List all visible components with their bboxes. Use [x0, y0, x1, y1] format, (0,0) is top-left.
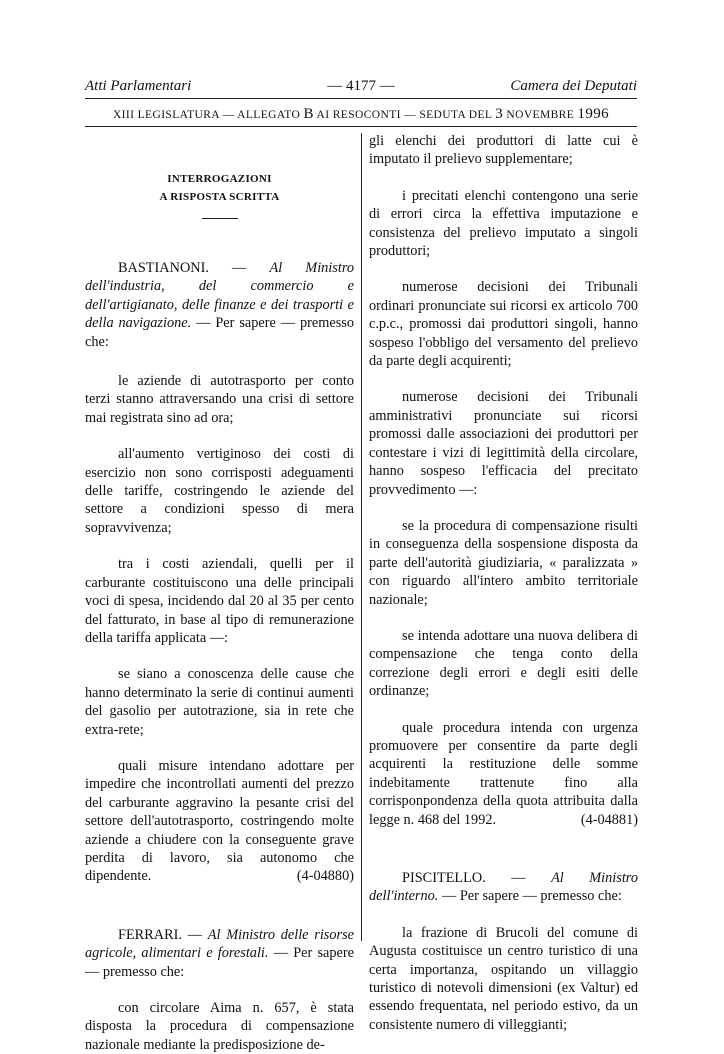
- paragraph: numerose decisioni dei Tribunali amministrativi pronunciate sui ricorsi promossi dalle associazioni dei produttori per contestare i vizi di legittimità della circolare, hanno sospeso l'efficacia del precitato provvedimento —:: [369, 389, 638, 498]
- dash: —: [181, 926, 208, 943]
- intro: — Per sapere — premesso che:: [85, 315, 355, 350]
- interrogator-name: FERRARI.: [118, 926, 182, 943]
- header-left: Atti Parlamentari: [85, 78, 192, 94]
- item-ferrari-title: [85, 926, 354, 981]
- reference-number: (4-04881): [580, 811, 638, 828]
- recipient: Al Ministro delle risorse agricole, alimentari e forestali.: [85, 926, 354, 962]
- paragraph: i precitati elenchi contengono una serie di errori circa la effettiva imputazione e consistenza del prelievo imputato a singoli produttori;: [369, 187, 638, 260]
- intro: — Per sapere — premesso che:: [438, 888, 622, 905]
- page-number: — 4177 —: [327, 78, 395, 94]
- paragraph: all'aumento vertiginoso dei costi di esercizio non sono corrisposti adeguamenti delle tariffe, costringendo le aziende del settore a condizioni spesso di mera sopravvivenza;: [85, 446, 354, 536]
- right-column: [369, 132, 638, 1034]
- reference-number: (4-04880): [296, 868, 354, 885]
- paragraph: se siano a conoscenza delle cause che hanno determinato la serie di continui aumenti del gasolio per autotrazione, sia in rete che extra-rete;: [85, 666, 354, 738]
- paragraph-with-ref: [369, 719, 638, 829]
- intro: — Per sapere — premesso che:: [85, 945, 354, 980]
- paragraph-text: quale procedura intenda con urgenza promuovere per consentire da parte degli acquirenti la restituzione delle somme indebitamente trattenute fino alla corrisponpondenza della quota attribuita dalla legge n. 468 del 1992.: [369, 719, 638, 828]
- recipient: Al Ministro dell'interno.: [369, 870, 638, 905]
- dash: —: [208, 260, 270, 276]
- interrogator-name: BASTIANONI.: [118, 260, 209, 276]
- subheader-a: XIII LEGISLATURA — ALLEGATO: [112, 109, 301, 121]
- subheader: [85, 106, 637, 123]
- subheader-c: AI RESOCONTI — SEDUTA DEL: [316, 109, 492, 121]
- item-bastianoni-title: [85, 259, 354, 351]
- header-right: Camera dei Deputati: [510, 78, 637, 94]
- subheader-d: 3: [495, 106, 504, 122]
- section-heading-2: A RISPOSTA SCRITTA: [159, 191, 280, 203]
- column-divider: [361, 133, 362, 941]
- section-heading-1: INTERROGAZIONI: [167, 173, 272, 185]
- dash: —: [485, 870, 552, 886]
- paragraph: numerose decisioni dei Tribunali ordinari pronunciate sui ricorsi ex articolo 700 c.p.c., promossi dai produttori singoli, hanno sospeso l'obbligo del versamento del prelievo da parte degli acquirenti;: [369, 279, 638, 370]
- paragraph-text: quali misure intendano adottare per impedire che incontrollati aumenti del prezzo del carburante aggravino la pesante crisi del settore dell'autotrasporto, costringendo molte aziende a chiudere con la conseguente grave perdita di lavoro, sia autonomo che dipendente.: [85, 757, 354, 885]
- paragraph: le aziende di autotrasporto per conto terzi stanno attraversando una crisi di settore mai registrata sino ad ora;: [85, 373, 354, 426]
- left-column: [85, 132, 354, 1054]
- subheader-f: 1996: [577, 106, 610, 122]
- heading-rule: [202, 218, 238, 219]
- paragraph: tra i costi aziendali, quelli per il carburante costituiscono una delle principali voci di spesa, incidendo dal 20 al 35 per cento del fatturato, in base al tipo di remunerazione della tariffa applicata —:: [85, 556, 354, 646]
- subheader-e: NOVEMBRE: [506, 109, 575, 121]
- page-header: [85, 78, 637, 98]
- subheader-rule: [85, 126, 637, 127]
- paragraph: gli elenchi dei produttori di latte cui è imputato il prelievo supplementare;: [369, 133, 638, 168]
- recipient: Al Ministro dell'industria, del commercio e dell'artigianato, delle finanze e dei trasporti e della navigazione.: [85, 260, 354, 332]
- interrogator-name: PISCITELLO.: [402, 870, 486, 886]
- header-rule: [85, 98, 637, 99]
- paragraph-with-ref: [85, 757, 354, 886]
- paragraph: con circolare Aima n. 657, è stata disposta la procedura di compensazione nazionale mediante la predisposizione de-: [85, 1000, 354, 1053]
- paragraph: la frazione di Brucoli del comune di Augusta costituisce un centro turistico di una certa importanza, ospitando un villaggio turistico di notevoli dimensioni (ex Valtur) ed essendo frequentata, nel periodo estivo, da un consistente numero di villeggianti;: [369, 924, 638, 1033]
- subheader-b: B: [303, 106, 314, 122]
- item-piscitello-title: [369, 869, 638, 906]
- paragraph: se intenda adottare una nuova delibera di compensazione che tenga conto della correzione degli errori e degli esiti delle ordinanze;: [369, 627, 638, 700]
- paragraph: se la procedura di compensazione risulti in conseguenza della sospensione disposta da parte dell'autorità giudiziaria, « paralizzata » con riguardo all'intero ambito territoriale nazionale;: [369, 517, 638, 608]
